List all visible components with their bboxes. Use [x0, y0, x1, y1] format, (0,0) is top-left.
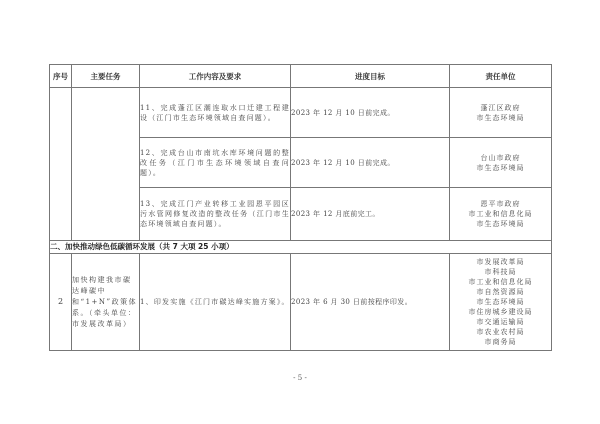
unit-name: 市商务局 — [484, 338, 517, 346]
unit-cell — [450, 188, 552, 241]
unit-name: 市生态环境局 — [476, 298, 525, 306]
task-cell: 加快构建我市碳达峰碳中和“1+N”政策体系。（牵头单位：市发展改革局） — [72, 254, 140, 351]
target-cell: 2023 年 6 月 30 日前按程序印发。 — [291, 254, 450, 351]
target-cell: 2023 年 12 月 10 日前完成。 — [291, 88, 450, 138]
unit-name: 市发展改革局 — [476, 258, 525, 266]
page-number: - 5 - — [293, 374, 307, 382]
unit-name: 市工业和信息化局 — [468, 210, 533, 218]
unit-name: 市农业农村局 — [476, 328, 525, 336]
seq-cell-empty — [50, 88, 72, 241]
unit-name: 市生态环境局 — [476, 163, 525, 172]
unit-cell — [450, 88, 552, 138]
unit-name: 市科技局 — [484, 268, 517, 276]
unit-name: 市交通运输局 — [476, 318, 525, 326]
table-header-row — [50, 65, 552, 88]
table-row — [50, 88, 552, 138]
unit-name: 市生态环境局 — [476, 220, 525, 228]
seq-cell: 2 — [50, 254, 72, 351]
unit-name: 台山市政府 — [480, 153, 521, 162]
unit-cell — [450, 138, 552, 188]
content-cell: 13、完成江门产业转移工业园恩平园区污水管网修复改造的整改任务（江门市生态环境领域自查问题）。 — [140, 188, 291, 241]
unit-name: 市住房城乡建设局 — [468, 308, 533, 316]
target-cell: 2023 年 12 月 10 日前完成。 — [291, 138, 450, 188]
content-cell: 1、印发实施《江门市碳达峰实施方案》。 — [140, 254, 291, 351]
unit-name: 市自然资源局 — [476, 288, 525, 296]
header-seq: 序号 — [50, 65, 72, 88]
target-cell: 2023 年 12 月底前完工。 — [291, 188, 450, 241]
task-table — [49, 64, 552, 351]
header-content: 工作内容及要求 — [140, 65, 291, 88]
unit-cell — [450, 254, 552, 351]
unit-name: 恩平市政府 — [480, 200, 521, 208]
content-cell: 11、完成蓬江区潮连取水口迁建工程建设（江门市生态环境领域自查问题）。 — [140, 88, 291, 138]
task-cell-empty — [72, 88, 140, 241]
header-target: 进度目标 — [291, 65, 450, 88]
header-responsible-unit: 责任单位 — [450, 65, 552, 88]
section-header-row — [50, 241, 552, 254]
unit-name: 市生态环境局 — [476, 113, 525, 122]
unit-name: 蓬江区政府 — [480, 103, 521, 112]
header-main-task: 主要任务 — [72, 65, 140, 88]
unit-name: 市工业和信息化局 — [468, 278, 533, 286]
section-title: 二、加快推动绿色低碳循环发展（共 7 大项 25 小项） — [50, 241, 552, 254]
table-row — [50, 254, 552, 351]
content-cell: 12、完成台山市南坑水库环境问题的整改任务（江门市生态环境领域自查问题）。 — [140, 138, 291, 188]
